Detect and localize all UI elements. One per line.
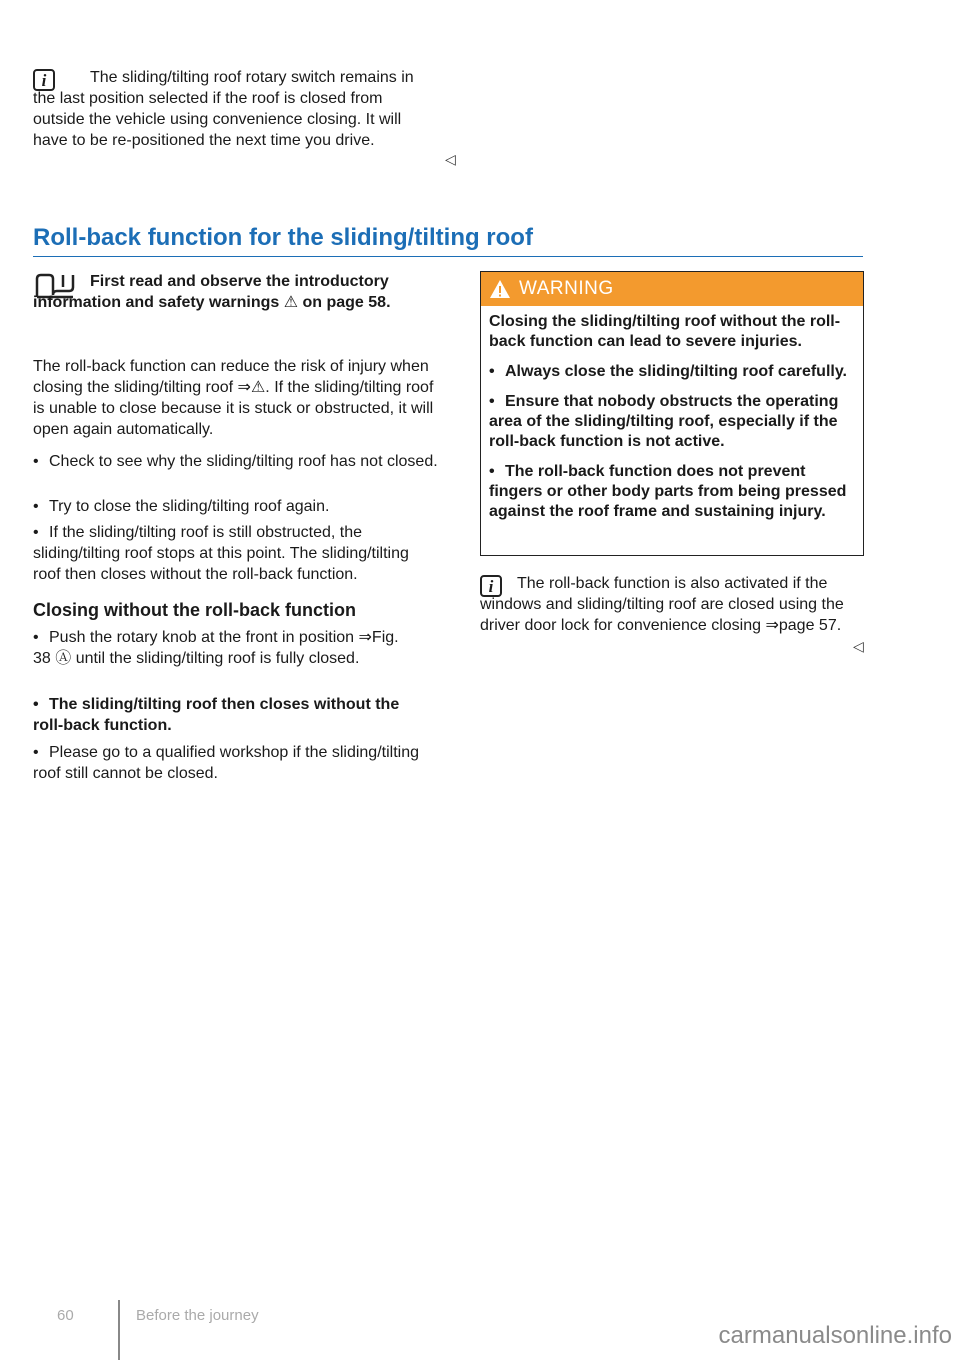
bottom-note-text: The roll-back function is also activated if the windows and sliding/tilting roof are closed using the driver door lock for convenience closing ⇒page 57. [480,575,844,634]
watermark: carmanualsonline.info [718,1322,952,1349]
end-mark: ◁ [853,638,864,654]
subheading: Closing without the roll-back function [33,600,356,620]
warning-item: • Ensure that nobody obstructs the operating area of the sliding/tilting roof, especially if the roll-back function is not active. [489,393,839,450]
section-title: Roll-back function for the sliding/tilting roof [33,224,863,257]
end-mark: ◁ [445,151,456,167]
warning-header [481,272,863,306]
warning-item: • The roll-back function does not prevent fingers or other body parts from being pressed against the roof frame and sustaining injury. [489,463,847,520]
top-note-text: The sliding/tilting roof rotary switch remains in the last position selected if the roof is closed from outside the vehicle using convenience closing. It will have to be re-positioned the next time you drive. [33,69,414,149]
footer-section: Before the journey [136,1307,259,1324]
footer-divider [118,1300,120,1360]
warning-triangle-icon [489,279,511,299]
warning-lead: Closing the sliding/tilting roof without the roll-back function can lead to severe injuries. [489,313,841,350]
list-item: • Check to see why the sliding/tilting roof has not closed. [33,453,438,470]
info-icon: i [480,575,502,597]
warning-item: • Always close the sliding/tilting roof carefully. [489,363,847,380]
list-item: • Please go to a qualified workshop if the sliding/tilting roof still cannot be closed. [33,744,419,782]
warning-label: WARNING [519,278,614,299]
body-paragraph: The roll-back function can reduce the risk of injury when closing the sliding/tilting roof ⇒⚠. If the sliding/tilting roof is unable to close because it is stuck or obstructed, it will open again automatically. [33,358,434,438]
list-item: • If the sliding/tilting roof is still obstructed, the sliding/tilting roof stops at this point. The sliding/tilting roof then closes without the roll-back function. [33,524,409,583]
list-item: • Try to close the sliding/tilting roof again. [33,498,330,515]
warning-box [480,271,864,556]
intro-text: First read and observe the introductory information and safety warnings ⚠ on page 58. [33,273,391,311]
page-number: 60 [57,1307,74,1324]
list-item: • Push the rotary knob at the front in position ⇒Fig. 38 Ⓐ until the sliding/tilting roof is fully closed. [33,629,399,667]
info-icon: i [33,69,55,91]
list-item: • The sliding/tilting roof then closes without the roll-back function. [33,696,400,734]
